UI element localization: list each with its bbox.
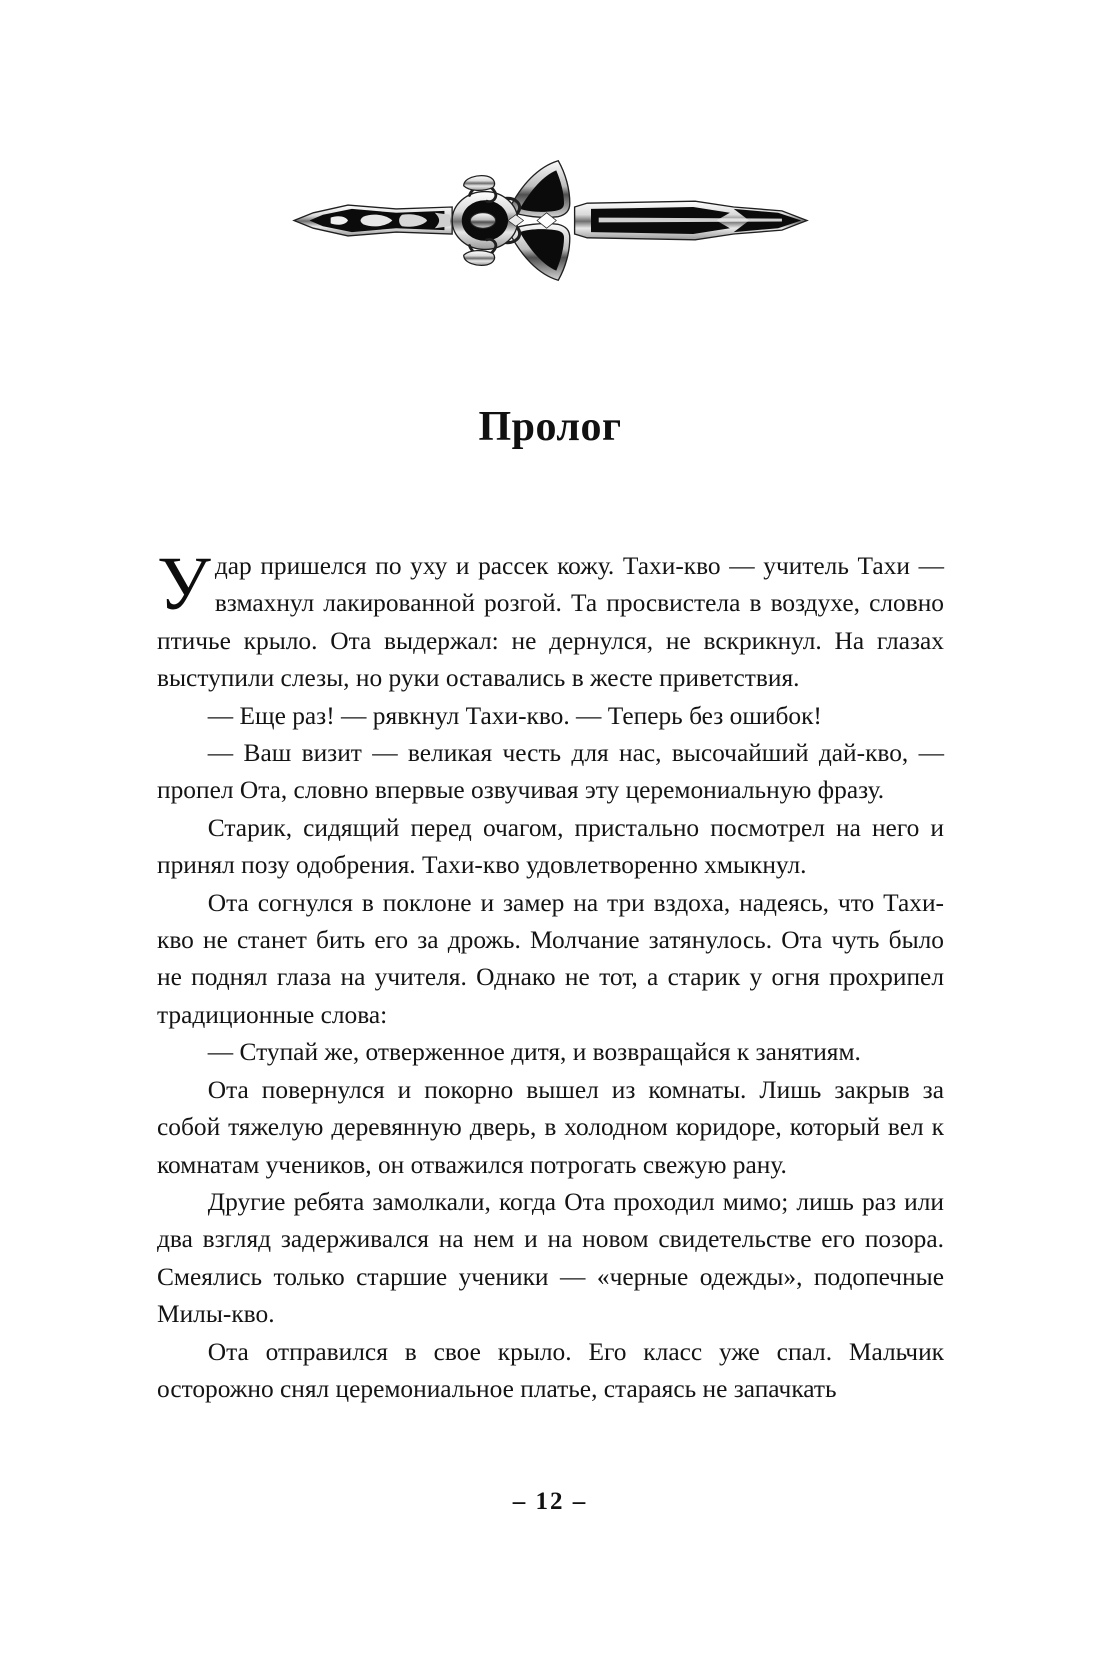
paragraph: Ота повернулся и покорно вышел из комнаты. Лишь закрыв за собой тяжелую деревянную дверь, в холодном коридоре, который вел к комнатам учеников, он отважился потрогать свежую рану. — [157, 1075, 944, 1179]
paragraph: Старик, сидящий перед очагом, пристально посмотрел на него и принял позу одобрения. Тахи-кво удовлетворенно хмыкнул. — [157, 813, 944, 880]
page-number: – 12 – — [512, 1488, 588, 1515]
paragraph-text: дар пришелся по уху и рассек кожу. Тахи-кво — учитель Тахи — взмахнул лакированной розгой. Та просвистела в воздухе, словно птичье крыло. Ота выдержал: не дернулся, не вскрикнул. На глазах выступили слезы, но руки оставались в жесте приветствия. — [157, 552, 944, 693]
page-title: Пролог — [478, 404, 622, 451]
drop-cap: У — [157, 542, 211, 626]
ornament-sword-decoration — [0, 150, 1100, 290]
paragraph: Ота согнулся в поклоне и замер на три вздоха, надеясь, что Тахи-кво не станет бить его за дрожь. Молчание затянулось. Ота чуть было не поднял глаза на учителя. Однако не тот, а старик у огня прохрипел традиционные слова: — [157, 888, 944, 1029]
ornate-sword-icon — [278, 153, 823, 288]
body-text — [157, 542, 944, 1408]
paragraph-dialogue: — Еще раз! — рявкнул Тахи-кво. — Теперь без ошибок! — [207, 701, 822, 730]
paragraph-last: Ота отправился в свое крыло. Его класс уже спал. Мальчик осторожно снял церемониальное платье, стараясь не запачкать — [157, 1337, 944, 1403]
paragraph-dialogue: — Ваш визит — великая честь для нас, высочайший дай-кво, — пропел Ота, словно впервые озвучивая эту церемониальную фразу. — [157, 739, 944, 805]
paragraph-opening — [157, 542, 944, 698]
paragraph-dialogue: — Ступай же, отверженное дитя, и возвращайся к занятиям. — [207, 1038, 861, 1067]
paragraph: Другие ребята замолкали, когда Ота проходил мимо; лишь раз или два взгляд задерживался на нем и на новом свидетельстве его позора. Смеялись только старшие ученики — «черные одежды», подопечные Милы-кво. — [157, 1187, 944, 1329]
